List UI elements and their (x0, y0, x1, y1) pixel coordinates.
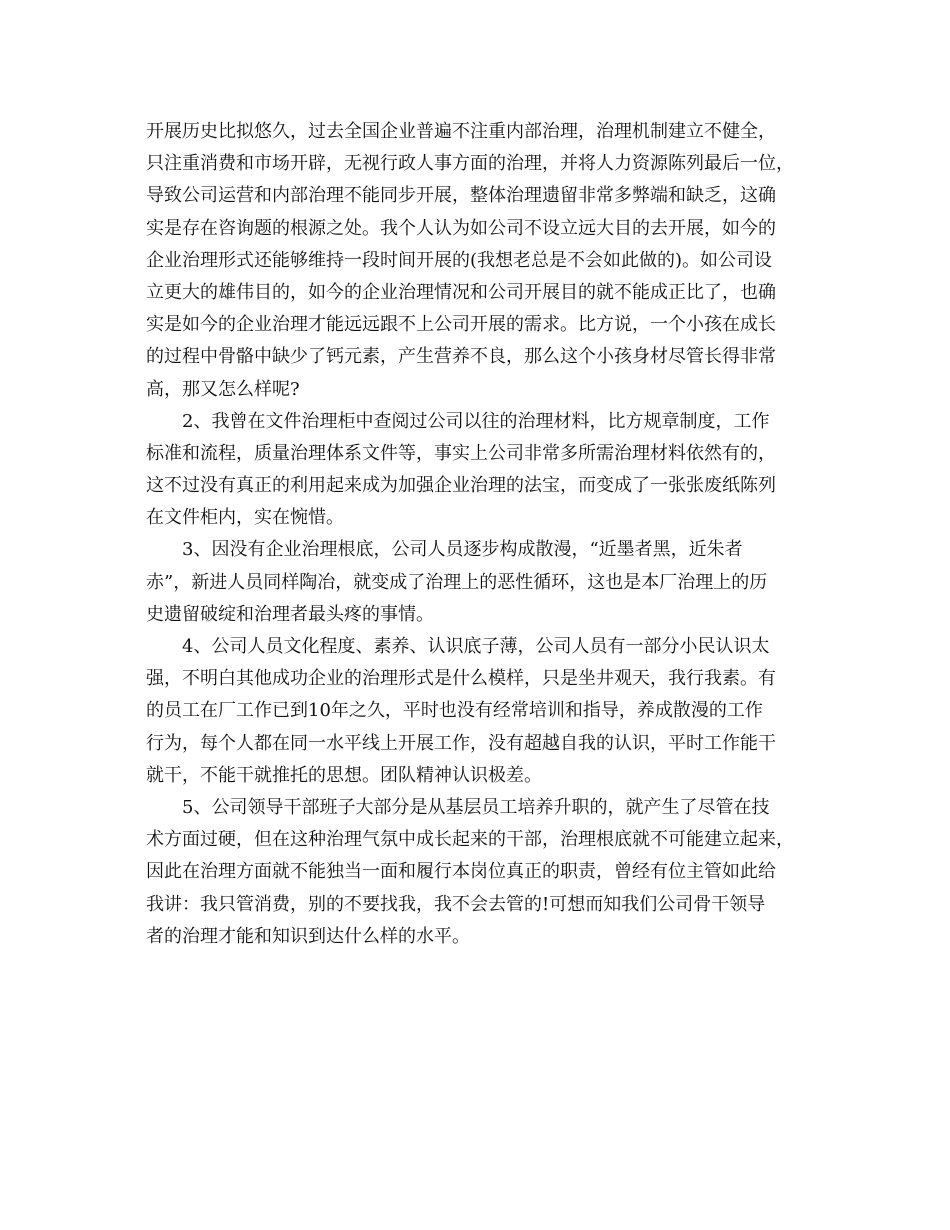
text-line: 开展历史比拟悠久，过去全国企业普遍不注重内部治理，治理机制建立不健全， (146, 121, 776, 142)
text-line: 赤”，新进人员同样陶冶，就变成了治理上的恶性循环，这也是本厂治理上的历 (146, 571, 768, 593)
text-line: 就干，不能干就推托的思想。团队精神认识极差。 (146, 764, 542, 786)
text-line: 只注重消费和市场开辟，无视行政人事方面的治理，并将人力资源陈列最后一位， (146, 153, 794, 175)
text-line: 企业治理形式还能够维持一段时间开展的(我想老总是不会如此做的)。如公司设 (146, 249, 773, 271)
text-line: 标准和流程，质量治理体系文件等，事实上公司非常多所需治理材料依然有的， (146, 442, 776, 464)
paragraph-first-line: 3、因没有企业治理根底，公司人员逐步构成散漫，“近墨者黑，近朱者 (182, 539, 743, 561)
paragraph-first-line: 4、公司人员文化程度、素养、认识底子薄，公司人员有一部分小民认识太 (182, 636, 770, 657)
text-line: 因此在治理方面就不能独当一面和履行本岗位真正的职责，曾经有位主管如此给 (146, 861, 776, 883)
paragraph-first-line: 2、我曾在文件治理柜中查阅过公司以往的治理材料，比方规章制度，工作 (182, 410, 770, 432)
text-line: 的员工在厂工作已到10年之久，平时也没有经常培训和指导，养成散漫的工作 (146, 700, 763, 722)
paragraph-first-line: 5、公司领导干部班子大部分是从基层员工培养升职的，就产生了尽管在技 (182, 796, 770, 818)
text-line: 立更大的雄伟目的，如今的企业治理情况和公司开展目的就不能成正比了，也确 (146, 281, 776, 303)
text-line: 这不过没有真正的利用起来成为加强企业治理的法宝，而变成了一张张废纸陈列 (146, 475, 776, 497)
text-line: 我讲：我只管消费，别的不要找我，我不会去管的!可想而知我们公司骨干领导 (146, 893, 766, 915)
text-line: 术方面过硬，但在这种治理气氛中成长起来的干部，治理根底就不可能建立起来， (146, 829, 794, 851)
text-line: 导致公司运营和内部治理不能同步开展，整体治理遗留非常多弊端和缺乏，这确 (146, 185, 776, 207)
text-line: 实是如今的企业治理才能远远跟不上公司开展的需求。比方说，一个小孩在成长 (146, 314, 776, 336)
text-line: 在文件柜内，实在惋惜。 (146, 507, 344, 529)
text-line: 强，不明白其他成功企业的治理形式是什么模样，只是坐井观天，我行我素。有 (146, 668, 776, 690)
text-line: 实是存在咨询题的根源之处。我个人认为如公司不设立远大目的去开展，如今的 (146, 217, 776, 239)
text-line: 的过程中骨骼中缺少了钙元素，产生营养不良，那么这个小孩身材尽管长得非常 (146, 346, 776, 368)
document-body (146, 116, 816, 953)
text-line: 史遗留破绽和治理者最头疼的事情。 (146, 603, 434, 625)
text-line: 高，那又怎么样呢? (146, 378, 300, 400)
text-line: 行为，每个人都在同一水平线上开展工作，没有超越自我的认识，平时工作能干 (146, 732, 776, 754)
text-line: 者的治理才能和知识到达什么样的水平。 (146, 925, 470, 947)
